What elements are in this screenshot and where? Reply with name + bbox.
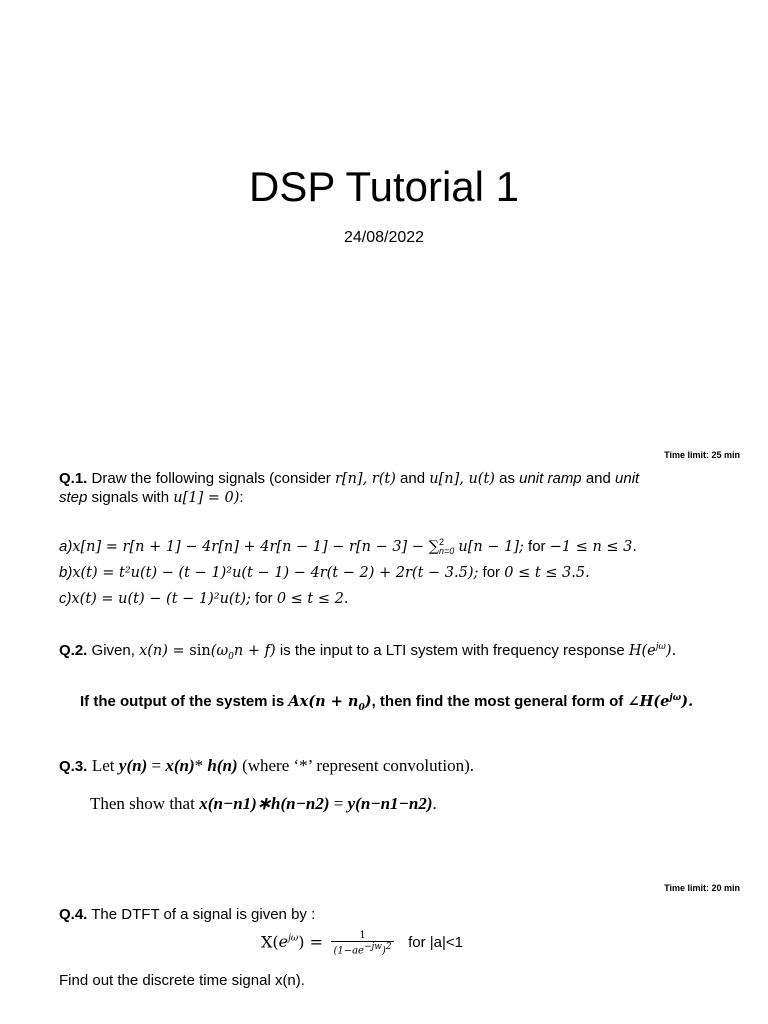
- q1-a-expr: x[n] = r[n + 1] − 4r[n] + 4r[n − 1] − r[n − 3] − ∑: [72, 539, 439, 555]
- q1-signals-with: signals with: [91, 489, 170, 506]
- q1-line2: [59, 489, 244, 506]
- q1-b-expr: x(t) = t²u(t) − (t − 1)²u(t − 1) − 4r(t − 2) + 2r(t − 3.5);: [72, 565, 479, 581]
- q1-c-label: c): [59, 590, 72, 607]
- q1-label: Q.1.: [59, 470, 88, 487]
- q4-text: The DTFT of a signal is given by :: [91, 906, 316, 923]
- q1-as: as: [499, 470, 515, 487]
- q1-line1: [59, 470, 639, 487]
- q1-math-u: u[n], u(t): [429, 471, 495, 487]
- q3-math-conv: y(n): [118, 756, 148, 775]
- q2-label: Q.2.: [59, 642, 88, 659]
- q2-math-h: $H(e^{j\omega})$.: [628, 642, 677, 659]
- q3-show: Then show that: [90, 794, 195, 813]
- q2-given: Given,: [91, 642, 135, 659]
- q1-a-expr-tail: u[n − 1];: [458, 539, 524, 555]
- q1-a-sum-limits: 2 n=0: [438, 537, 455, 557]
- q1-a-range: −1 ≤ n ≤ 3.: [549, 539, 638, 555]
- q4-fraction: $\frac{1}{(1-ae^{-jw})^2}$: [333, 930, 392, 957]
- q1-b-range: 0 ≤ t ≤ 3.5.: [504, 565, 590, 581]
- q3-label: Q.3.: [59, 758, 88, 775]
- q4-line3: Find out the discrete time signal x(n).: [59, 972, 305, 989]
- time-limit-2: Time limit: 20 min: [664, 883, 740, 893]
- q3-math-shift: x(n−n1)∗h(n−n2): [199, 794, 330, 813]
- q1-b-for: for: [482, 564, 501, 581]
- q1-and: and: [400, 470, 426, 487]
- q1-step: step: [59, 489, 88, 506]
- q2-math-output: $Ax(n + n_0)$: [288, 693, 372, 713]
- date: 24/08/2022: [343, 229, 425, 246]
- q3-line1: Q.3. Let y(n) = x(n)* h(n) (where ‘*’ represent convolution).: [59, 756, 474, 775]
- q3-line2: Then show that x(n−n1)∗h(n−n2) = y(n−n1−n2).: [90, 794, 437, 813]
- q4-equation: $X(e^{j\omega})$ = $\frac{1}{(1-ae^{-jw})^2}$ for |a|<1: [261, 930, 464, 957]
- q3-where: (where ‘*’ represent convolution).: [242, 756, 474, 775]
- q1-part-a: [59, 538, 637, 556]
- q2-output-text: If the output of the system is: [80, 693, 285, 710]
- q2-math-x: $x(n) = \sin(\omega_0n + f)$: [139, 643, 276, 662]
- q1-a-for: for: [528, 538, 546, 555]
- q4-label: Q.4.: [59, 906, 88, 923]
- q2-find-text: , then find the most general form of: [371, 693, 624, 710]
- q1-b-label: b): [59, 564, 73, 581]
- q1-part-c: [59, 590, 348, 607]
- q2-text: is the input to a LTI system with frequency response: [279, 642, 625, 659]
- q1-unit-ramp: unit ramp: [519, 470, 582, 487]
- q1-colon: :: [239, 489, 244, 506]
- q1-a-label: a): [59, 538, 73, 555]
- time-limit-1: Time limit: 25 min: [664, 450, 740, 460]
- q1-and2: and: [585, 470, 611, 487]
- q2-line1: [59, 642, 676, 662]
- q1-math-u1: u[1] = 0): [173, 490, 240, 506]
- q4-condition: for |a|<1: [408, 934, 464, 952]
- q1-unit: unit: [615, 470, 640, 487]
- q1-part-b: [59, 564, 590, 581]
- q1-intro: Draw the following signals (consider: [91, 470, 331, 487]
- q2-line2: [80, 693, 693, 713]
- q1-math-r: r[n], r(t): [334, 471, 396, 487]
- q3-let: Let: [91, 756, 115, 775]
- q1-c-expr: x(t) = u(t) − (t − 1)²u(t);: [71, 591, 251, 607]
- page-title: DSP Tutorial 1: [248, 163, 520, 210]
- q3-period: .: [432, 794, 437, 813]
- q1-c-range: 0 ≤ t ≤ 2.: [276, 591, 349, 607]
- q1-c-for: for: [255, 590, 273, 607]
- q4-line1: [59, 906, 315, 923]
- q2-math-phase: $\angle H(e^{j\omega})$.: [627, 693, 694, 710]
